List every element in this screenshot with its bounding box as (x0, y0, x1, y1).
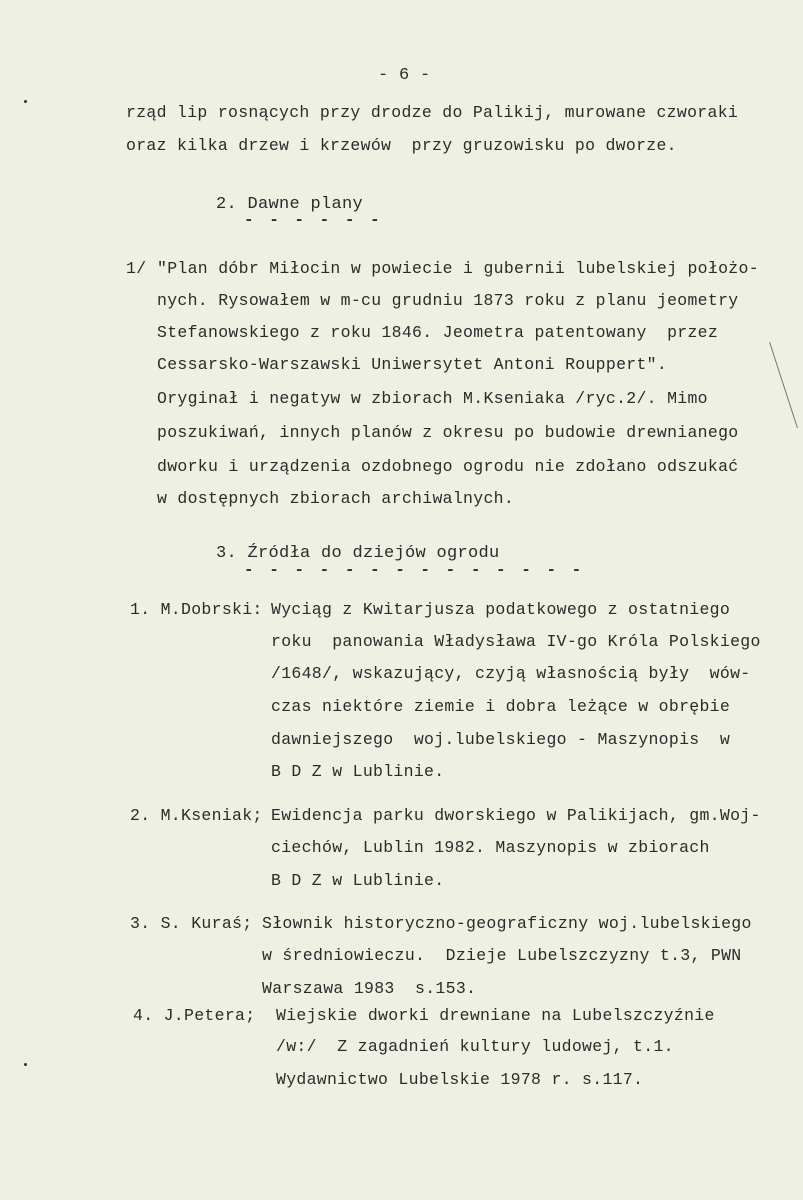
section-2-item-number: 1/ (126, 259, 147, 278)
source-1-author: 1. M.Dobrski: (130, 600, 263, 619)
scan-stroke-right (769, 342, 798, 428)
source-1-line-6: B D Z w Lublinie. (271, 762, 445, 781)
source-4-line-2: /w:/ Z zagadnień kultury ludowej, t.1. (276, 1037, 674, 1056)
source-3-line-1: Słownik historyczno-geograficzny woj.lubelskiego (262, 914, 752, 933)
section-2-line-4: Cessarsko-Warszawski Uniwersytet Antoni Rouppert". (157, 355, 668, 374)
intro-line-1: rząd lip rosnących przy drodze do Palikij, murowane czworaki (126, 103, 739, 122)
section-2-line-6: poszukiwań, innych planów z okresu po budowie drewnianego (157, 423, 739, 442)
source-1-line-4: czas niektóre ziemie i dobra leżące w obrębie (271, 697, 731, 716)
source-4-author: 4. J.Petera; (133, 1006, 256, 1025)
section-3-underline: - - - - - - - - - - - - - - (244, 561, 585, 579)
source-1-line-1: Wyciąg z Kwitarjusza podatkowego z ostatniego (271, 600, 731, 619)
section-2-line-1: "Plan dóbr Miłocin w powiecie i gubernii lubelskiej położo- (157, 259, 759, 278)
intro-line-2: oraz kilka drzew i krzewów przy gruzowisku po dworze. (126, 136, 677, 155)
source-1-line-3: /1648/, wskazujący, czyją własnością były wów- (271, 664, 751, 683)
source-2-line-2: ciechów, Lublin 1982. Maszynopis w zbiorach (271, 838, 710, 857)
section-2-line-2: nych. Rysowałem w m-cu grudniu 1873 roku z planu jeometry (157, 291, 739, 310)
section-2-heading: 2. Dawne plany (216, 195, 364, 214)
source-2-line-1: Ewidencja parku dworskiego w Palikijach, gm.Woj- (271, 806, 761, 825)
source-2-author: 2. M.Kseniak; (130, 806, 263, 825)
section-2-line-3: Stefanowskiego z roku 1846. Jeometra patentowany przez (157, 323, 719, 342)
source-4-line-3: Wydawnictwo Lubelskie 1978 r. s.117. (276, 1070, 644, 1089)
section-2-underline: - - - - - - (244, 211, 383, 229)
source-1-line-5: dawniejszego woj.lubelskiego - Maszynopis w (271, 730, 731, 749)
source-4-line-1: Wiejskie dworki drewniane na Lubelszczyźnie (276, 1006, 715, 1025)
source-1-line-2: roku panowania Władysława IV-go Króla Polskiego (271, 632, 761, 651)
source-2-line-3: B D Z w Lublinie. (271, 871, 445, 890)
source-3-author: 3. S. Kuraś; (130, 914, 253, 933)
section-2-line-7: dworku i urządzenia ozdobnego ogrodu nie zdołano odszukać (157, 457, 739, 476)
page-number: - 6 - (378, 66, 431, 85)
section-2-line-8: w dostępnych zbiorach archiwalnych. (157, 489, 515, 508)
source-3-line-2: w średniowieczu. Dzieje Lubelszczyzny t.3, PWN (262, 946, 742, 965)
scan-mark-bottom (24, 1063, 27, 1066)
section-3-heading: 3. Źródła do dziejów ogrodu (216, 544, 500, 563)
section-2-line-5: Oryginał i negatyw w zbiorach M.Kseniaka /ryc.2/. Mimo (157, 389, 708, 408)
source-3-line-3: Warszawa 1983 s.153. (262, 979, 477, 998)
scan-mark-top (24, 100, 27, 103)
